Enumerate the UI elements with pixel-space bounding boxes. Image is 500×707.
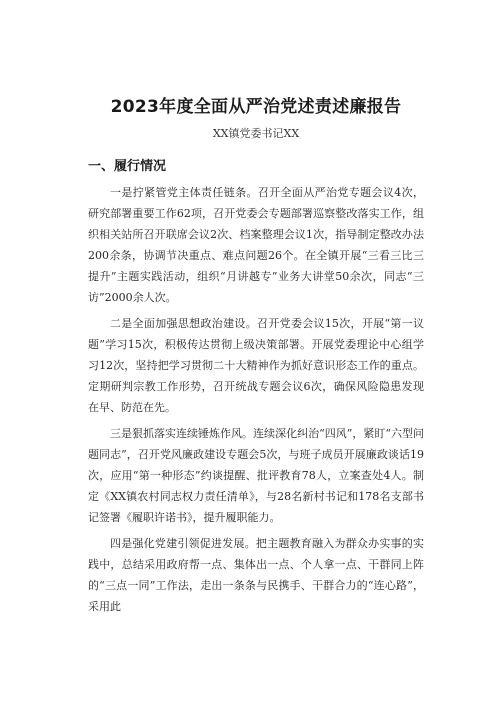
section-heading-performance: 一、履行情况	[88, 159, 167, 174]
paragraph-4: 四是强化党建引领促进发展。把主题教育融入为群众办实事的实践中，总结采用政府帮一点、集体出一点、个人拿一点、干群同上阵的“三点一同”工作法，走出一条条与民携手、干群合力的“连心路”，采用此	[88, 537, 424, 613]
paragraph-1: 一是拧紧管党主体责任链条。召开全面从严治党专题会议4次，研究部署重要工作62项，召开党委会专题部署巡察整改落实工作，组织相关站所召开联席会议2次、档案整理会议1次，指导制定整改办法200余条，协调节决重点、难点问题26个。在全镇开展“三看三比三提升”主题实践活动，组织“月讲越专”业务大讲堂50余次，同志“三访”2000余人次。	[88, 186, 424, 304]
paragraph-2: 二是全面加强思想政治建设。召开党委会议15次，开展“第一议题”学习15次，积极传达贯彻上级决策部署。开展党委理论中心组学习12次，坚持把学习贯彻二十大精神作为抓好意识形态工作的重点。定期研判宗教工作形势，召开统战专题会议6次，确保风险隐患发现在早、防范在先。	[88, 317, 424, 414]
document-author: XX镇党委书记XX	[212, 127, 300, 140]
paragraph-3: 三是狠抓落实连续锤炼作风。连续深化纠治“四风”，紧盯“六型问题同志”，召开党风廉政建设专题会5次，与班子成员开展廉政谈话19次，应用“第一种形态”约谈提醒、批评教育78人，立案查处4人。制定《XX镇农村同志权力责任清单》，与28名新村书记和178名支部书记签署《履职许诺书》，提升履职能力。	[88, 427, 424, 524]
document-title: 2023年度全面从严治党述责述廉报告	[110, 97, 402, 117]
